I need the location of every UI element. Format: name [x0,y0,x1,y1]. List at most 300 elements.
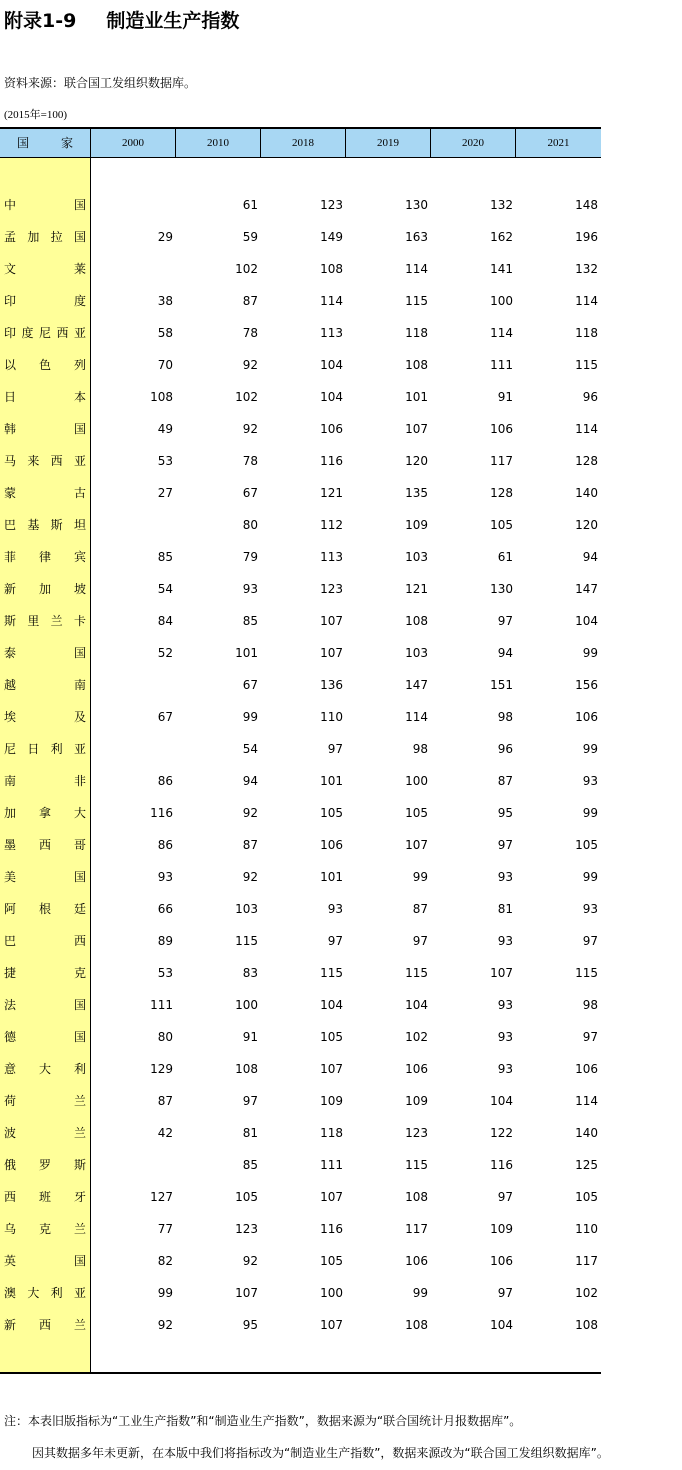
index-value: 81 [242,1126,258,1140]
index-value [113,253,173,285]
index-value: 92 [242,1254,258,1268]
country-name: 新西兰 [4,1318,86,1332]
index-value: 91 [242,1030,258,1044]
index-value: 129 [150,1062,173,1076]
table-row [0,701,601,733]
index-value: 162 [490,230,513,244]
index-value: 135 [405,486,428,500]
index-value: 107 [320,614,343,628]
index-value: 130 [490,582,513,596]
index-value: 128 [490,486,513,500]
table-row [0,797,601,829]
index-value [113,733,173,765]
index-value: 105 [575,1190,598,1204]
index-value: 132 [490,198,513,212]
header-year-2000: 2000 [122,137,144,149]
index-value: 114 [405,710,428,724]
index-value: 107 [320,1062,343,1076]
index-value: 97 [327,934,343,948]
index-value: 87 [242,294,258,308]
table-row [0,221,601,253]
index-value: 98 [497,710,513,724]
country-name: 南非 [4,774,86,788]
index-value: 58 [157,326,173,340]
table-row [0,413,601,445]
index-value: 106 [575,1062,598,1076]
index-value: 95 [497,806,513,820]
table-row [0,733,601,765]
index-value: 125 [575,1158,598,1172]
index-value: 151 [490,678,513,692]
index-value: 97 [242,1094,258,1108]
index-value: 107 [320,1190,343,1204]
index-value: 120 [575,518,598,532]
index-value: 118 [575,326,598,340]
index-value: 111 [320,1158,343,1172]
index-value: 141 [490,262,513,276]
index-value: 114 [490,326,513,340]
index-value: 104 [320,358,343,372]
index-value: 78 [242,326,258,340]
country-name: 斯里兰卡 [4,614,86,628]
index-value: 114 [575,294,598,308]
country-name: 埃及 [4,710,86,724]
index-value: 136 [320,678,343,692]
index-value: 102 [235,390,258,404]
index-value: 105 [490,518,513,532]
country-name: 泰国 [4,646,86,660]
index-value: 118 [405,326,428,340]
table-row [0,829,601,861]
index-value: 122 [490,1126,513,1140]
index-value: 104 [320,390,343,404]
index-value: 116 [490,1158,513,1172]
index-value: 109 [405,518,428,532]
index-value: 101 [405,390,428,404]
index-value: 111 [150,998,173,1012]
index-value: 104 [490,1094,513,1108]
country-name: 西班牙 [4,1190,86,1204]
index-value: 106 [490,422,513,436]
table-row [0,349,601,381]
index-value: 54 [157,582,173,596]
index-value: 98 [582,998,598,1012]
table-row [0,1213,601,1245]
index-value: 108 [320,262,343,276]
index-value: 84 [157,614,173,628]
index-value: 106 [320,838,343,852]
index-value: 140 [575,486,598,500]
index-value: 93 [242,582,258,596]
country-name: 文莱 [4,262,86,276]
index-value: 87 [497,774,513,788]
index-value: 99 [157,1286,173,1300]
table-row [0,1149,601,1181]
index-value: 67 [157,710,173,724]
index-value: 109 [320,1094,343,1108]
index-value: 93 [582,774,598,788]
index-value: 29 [157,230,173,244]
index-value: 83 [242,966,258,980]
country-name: 蒙古 [4,486,86,500]
index-value: 78 [242,454,258,468]
index-value: 87 [242,838,258,852]
index-value: 117 [575,1254,598,1268]
country-name: 马来西亚 [4,454,86,468]
index-value: 93 [157,870,173,884]
index-value: 97 [582,934,598,948]
header-year-2010: 2010 [207,137,229,149]
index-value: 114 [575,1094,598,1108]
index-value: 93 [497,1062,513,1076]
country-name: 意大利 [4,1062,86,1076]
index-value: 102 [575,1286,598,1300]
index-value: 53 [157,454,173,468]
index-value: 81 [497,902,513,916]
header-country: 国 家 [16,136,83,150]
index-value: 105 [320,806,343,820]
country-name: 英国 [4,1254,86,1268]
index-value: 94 [497,646,513,660]
index-value: 97 [327,742,343,756]
table-row [0,285,601,317]
country-name: 日本 [4,390,86,404]
index-value: 106 [320,422,343,436]
index-value: 117 [405,1222,428,1236]
index-value: 115 [405,294,428,308]
country-name: 印度 [4,294,86,308]
index-value: 97 [497,1190,513,1204]
table-row [0,381,601,413]
table-row [0,605,601,637]
index-value: 85 [242,1158,258,1172]
index-value: 196 [575,230,598,244]
index-value: 99 [582,870,598,884]
index-value: 49 [157,422,173,436]
country-name: 巴基斯坦 [4,518,86,532]
index-value: 99 [582,742,598,756]
country-name: 印度尼西亚 [4,326,86,340]
table-row [0,957,601,989]
table-row [0,893,601,925]
index-value: 104 [405,998,428,1012]
page-title [4,6,239,33]
index-value: 79 [242,550,258,564]
index-value: 115 [575,966,598,980]
index-value: 116 [150,806,173,820]
footnote-continued: 因其数据多年未更新，在本版中我们将指标改为“制造业生产指数”，数据来源改为“联合国工发组织数据库”。 [32,1446,609,1460]
footnote: 注：本表旧版指标为“工业生产指数”和“制造业生产指数”，数据来源为“联合国统计月报数据库”。 [4,1414,522,1428]
index-value: 101 [320,774,343,788]
index-value: 94 [582,550,598,564]
country-name: 捷克 [4,966,86,980]
index-value: 93 [497,1030,513,1044]
index-value: 106 [405,1254,428,1268]
index-value: 99 [412,1286,428,1300]
index-value: 105 [320,1254,343,1268]
index-value: 93 [497,934,513,948]
index-value: 92 [242,422,258,436]
country-name: 以色列 [4,358,86,372]
index-value: 99 [582,646,598,660]
table-bottom-border [0,1372,601,1374]
table-row [0,637,601,669]
index-value: 104 [575,614,598,628]
index-value: 128 [575,454,598,468]
index-value [113,1149,173,1181]
header-year-2020: 2020 [462,137,484,149]
index-value: 108 [405,614,428,628]
header-year-2018: 2018 [292,137,314,149]
index-value: 70 [157,358,173,372]
index-value: 96 [582,390,598,404]
index-value: 102 [405,1030,428,1044]
country-name: 孟加拉国 [4,230,86,244]
index-value: 87 [157,1094,173,1108]
index-value: 93 [582,902,598,916]
index-value: 27 [157,486,173,500]
index-value: 109 [490,1222,513,1236]
base-year-unit: (2015年=100) [4,109,68,121]
index-value: 93 [497,998,513,1012]
table-row [0,669,601,701]
index-value: 102 [235,262,258,276]
index-value: 123 [235,1222,258,1236]
index-value: 104 [490,1318,513,1332]
table-row [0,509,601,541]
index-table [0,127,601,1374]
index-value: 123 [320,582,343,596]
index-value: 92 [242,870,258,884]
index-value: 115 [320,966,343,980]
country-name: 加拿大 [4,806,86,820]
table-row [0,1085,601,1117]
index-value [113,509,173,541]
index-value: 87 [412,902,428,916]
index-value: 100 [235,998,258,1012]
index-value: 95 [242,1318,258,1332]
header-year-2021: 2021 [547,137,570,149]
country-name: 菲律宾 [4,550,86,564]
data-source: 资料来源：联合国工发组织数据库。 [4,76,197,90]
index-value: 114 [575,422,598,436]
table-row [0,477,601,509]
index-value: 97 [497,1286,513,1300]
index-value: 115 [405,1158,428,1172]
index-value: 92 [242,358,258,372]
index-value: 107 [405,838,428,852]
country-name: 美国 [4,870,86,884]
index-value: 110 [320,710,343,724]
index-value: 80 [157,1030,173,1044]
index-value: 106 [405,1062,428,1076]
header-year-2019: 2019 [377,137,399,149]
country-name: 中国 [4,198,86,212]
table-row [0,1277,601,1309]
index-value: 147 [405,678,428,692]
index-value: 97 [412,934,428,948]
index-value: 106 [490,1254,513,1268]
table-row [0,189,601,221]
table-row [0,1181,601,1213]
index-value: 108 [405,1318,428,1332]
index-value: 67 [242,678,258,692]
country-name: 新加坡 [4,582,86,596]
index-value: 93 [497,870,513,884]
index-value: 104 [320,998,343,1012]
country-name: 乌克兰 [4,1222,86,1236]
index-value: 108 [405,358,428,372]
index-value [113,189,173,221]
index-value: 112 [320,518,343,532]
index-value: 108 [575,1318,598,1332]
table-row [0,765,601,797]
table-row [0,445,601,477]
index-value: 86 [157,838,173,852]
index-value: 105 [235,1190,258,1204]
index-value: 59 [242,230,258,244]
table-row [0,253,601,285]
index-value: 86 [157,774,173,788]
index-value: 100 [490,294,513,308]
index-value: 54 [242,742,258,756]
index-value: 110 [575,1222,598,1236]
index-value: 100 [320,1286,343,1300]
index-value: 52 [157,646,173,660]
index-value: 99 [582,806,598,820]
table-row [0,989,601,1021]
country-name: 阿根廷 [4,902,86,916]
index-value: 113 [320,550,343,564]
country-name: 越南 [4,678,86,692]
country-name: 尼日利亚 [4,742,86,756]
index-value: 114 [320,294,343,308]
index-value: 120 [405,454,428,468]
index-value: 100 [405,774,428,788]
table-row [0,861,601,893]
index-value: 121 [320,486,343,500]
country-name: 波兰 [4,1126,86,1140]
index-value: 61 [497,550,513,564]
table-body [0,189,601,1341]
index-value: 92 [157,1318,173,1332]
table-row [0,925,601,957]
index-value: 99 [242,710,258,724]
index-value: 77 [157,1222,173,1236]
index-value: 163 [405,230,428,244]
index-value: 107 [235,1286,258,1300]
index-value: 98 [412,742,428,756]
index-value: 123 [405,1126,428,1140]
index-value: 107 [320,646,343,660]
index-value: 85 [242,614,258,628]
index-value: 108 [150,390,173,404]
table-row [0,1245,601,1277]
table-row [0,1117,601,1149]
index-value: 116 [320,1222,343,1236]
table-row [0,1053,601,1085]
index-value: 92 [242,806,258,820]
country-name: 巴西 [4,934,86,948]
table-row [0,1021,601,1053]
country-name: 法国 [4,998,86,1012]
index-value: 107 [320,1318,343,1332]
index-value: 117 [490,454,513,468]
country-name: 俄罗斯 [4,1158,86,1172]
index-value: 82 [157,1254,173,1268]
country-name: 澳大利亚 [4,1286,86,1300]
index-value: 80 [242,518,258,532]
index-value: 132 [575,262,598,276]
table-row [0,541,601,573]
country-name: 德国 [4,1030,86,1044]
index-value: 101 [235,646,258,660]
index-value: 111 [490,358,513,372]
index-value: 118 [320,1126,343,1140]
index-value: 149 [320,230,343,244]
index-value: 105 [320,1030,343,1044]
index-value: 93 [327,902,343,916]
table-row [0,317,601,349]
index-value: 106 [575,710,598,724]
index-value: 67 [242,486,258,500]
index-value: 103 [405,646,428,660]
table-title: 制造业生产指数 [106,10,240,32]
index-value: 53 [157,966,173,980]
index-value: 130 [405,198,428,212]
index-value: 94 [242,774,258,788]
index-value: 115 [405,966,428,980]
index-value: 108 [235,1062,258,1076]
index-value: 91 [497,390,513,404]
index-value: 105 [575,838,598,852]
index-value: 147 [575,582,598,596]
index-value: 61 [242,198,258,212]
index-value: 140 [575,1126,598,1140]
index-value: 105 [405,806,428,820]
index-value: 116 [320,454,343,468]
index-value: 97 [497,838,513,852]
index-value: 38 [157,294,173,308]
index-value: 114 [405,262,428,276]
index-value: 115 [575,358,598,372]
index-value: 121 [405,582,428,596]
index-value: 156 [575,678,598,692]
index-value: 103 [405,550,428,564]
index-value: 127 [150,1190,173,1204]
index-value: 85 [157,550,173,564]
index-value: 97 [582,1030,598,1044]
index-value: 123 [320,198,343,212]
index-value: 66 [157,902,173,916]
country-name: 韩国 [4,422,86,436]
index-value: 108 [405,1190,428,1204]
index-value: 101 [320,870,343,884]
index-value: 97 [497,614,513,628]
index-value: 103 [235,902,258,916]
index-value [113,669,173,701]
country-name: 墨西哥 [4,838,86,852]
index-value: 107 [405,422,428,436]
index-value: 89 [157,934,173,948]
index-value: 109 [405,1094,428,1108]
index-value: 42 [157,1126,173,1140]
country-name: 荷兰 [4,1094,86,1108]
table-row [0,1309,601,1341]
index-value: 115 [235,934,258,948]
index-value: 148 [575,198,598,212]
index-value: 99 [412,870,428,884]
